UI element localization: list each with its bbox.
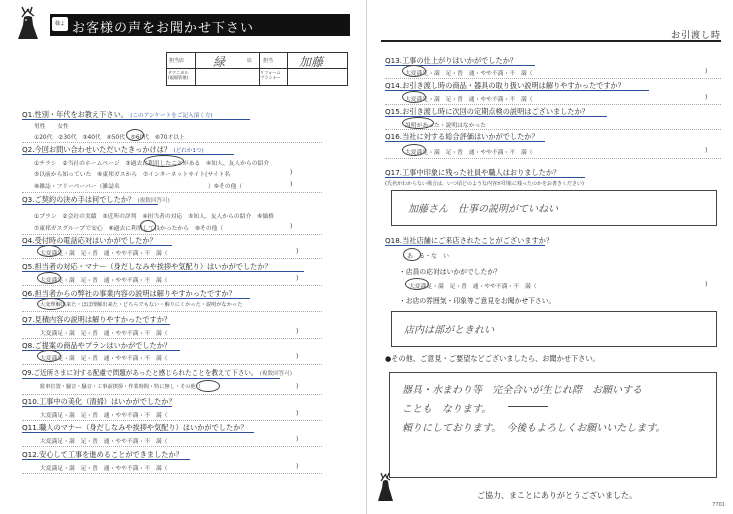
staff-label-technical: テクニカル (現場管理) (168, 70, 189, 80)
question-q6: Q6.担当者からの弊社の事業内容の説明は解りやすかったですか？ (22, 289, 236, 298)
q2-options-a[interactable]: ①チラシ ②当社のホームページ ③過去に利用したことがある ④知人、友人からの紹介 (34, 161, 270, 167)
q11-rating[interactable]: 大変満足・満 足・普 通・やや不満・不 満（ (40, 439, 168, 445)
deer-footer-icon (371, 470, 401, 504)
q8-rating-circle (37, 350, 61, 362)
question-q15: Q15.お引き渡し時に次回の定期点検の説明はございましたか？ (385, 107, 589, 116)
q1-age-circle (126, 129, 144, 141)
q18-staff-rating-circle (405, 278, 429, 290)
q13-rating-circle (402, 65, 426, 77)
header-badge: 様よ (52, 17, 68, 31)
question-q8: Q8.ご提案の商品やプランはいかがでしたか？ (22, 341, 172, 350)
question-q2-note: (どれか1つ) (173, 148, 204, 154)
question-q1-text: Q1.性別・年代をお教え下さい。 (22, 110, 128, 119)
question-q17: Q17.工事中印象に残った社員や職人はおりましたか？ (385, 168, 561, 177)
q12-close: ) (296, 463, 299, 470)
right-title: お引渡し時 (670, 31, 721, 41)
q5-rating[interactable]: 大変満足・満 足・普 通・やや不満・不 満（ (40, 278, 168, 284)
q13-rating[interactable]: 大変満足・満 足・普 通・やや不満・不 満（ (405, 71, 533, 77)
q4-rating-circle (37, 245, 61, 257)
q2-options-c2[interactable]: ）⑨その他（ (208, 184, 243, 190)
q2-circle (144, 155, 184, 167)
q8-close: ) (296, 353, 299, 360)
q15-options[interactable]: 説明があった・説明はなかった (405, 123, 487, 129)
question-q12: Q12.安心して工事を進めることができましたか？ (22, 450, 183, 459)
staff-value-store: 緑 (213, 55, 226, 69)
question-q3-text: Q3.ご契約の決め手は何でしたか？ (22, 195, 136, 204)
q14-close: ) (705, 94, 708, 101)
q16-rating[interactable]: 大変満足・満 足・普 通・やや不満・不 満（ (405, 150, 533, 156)
question-q10: Q10.工事中の美化（清掃）はいかがでしたか？ (22, 397, 176, 406)
q9-close: ) (296, 383, 299, 390)
q4-rating[interactable]: 大変満足・満 足・普 通・やや不満・不 満（ (40, 251, 168, 257)
q1-gender-options[interactable]: 男性 女性 (34, 124, 69, 130)
other-handwriting-line1: 器具・水まわり等 完全合いが生じれ際 お願いする (402, 385, 642, 396)
question-q9-text: Q9.ご近所さまに対する配慮で問題があったと感じられたことを教えて下さい。 (22, 369, 258, 377)
other-comments-question: ●その他、ご意見・ご要望などございましたら、お聞かせ下さい。 (385, 354, 600, 363)
question-q2-text: Q2.今回お問い合わせいただいたきっかけは？ (22, 145, 172, 154)
q8-rating[interactable]: 大変満足・満 足・普 通・やや不満・不 満（ (40, 356, 168, 362)
q9-options-circle (196, 380, 220, 392)
other-comments-box[interactable] (389, 372, 717, 478)
right-page (367, 0, 733, 514)
q18-staff-rating[interactable]: 大変満足・満 足・普 通・やや不満・不 満（ (409, 284, 537, 290)
question-q16: Q16.当社に対する総合評価はいかがでしたか？ (385, 132, 539, 141)
q3-options-a[interactable]: ①プラン ②会社の実績 ③近所の評判 ④担当者の対応 ⑤知人、友人からの紹介 ⑥価格 (34, 214, 274, 220)
q2-options-b[interactable]: ⑤以前から知っていた ⑥東邦ガスから ⑦インターネットサイト(サイト名 (34, 172, 231, 178)
question-q4: Q4.受付時の電話応対はいかがでしたか？ (22, 236, 157, 245)
q18-options[interactable]: あ る・な い (407, 253, 450, 260)
q3-circle (140, 220, 156, 232)
q2-b-close: ) (290, 169, 293, 176)
staff-store-suffix: 店 (247, 58, 253, 64)
q18-staff-question: ・店員の応対はいかがでしたか？ (399, 268, 501, 276)
q13-close: ) (705, 68, 708, 75)
question-q7: Q7.見積内容の説明は解りやすかったですか？ (22, 315, 172, 324)
staff-label-store: 担当店 (169, 58, 185, 64)
q4-close: ) (296, 248, 299, 255)
q16-rating-circle (402, 144, 426, 156)
q10-rating[interactable]: 大変満足・満 足・普 通・やや不満・不 満（ (40, 413, 168, 419)
q3-b-close: ) (290, 223, 293, 230)
question-q3-note: (複数回答可) (137, 198, 170, 204)
question-q5: Q5.担当者の対応・マナー（身だしなみや挨拶や気配り）はいかがでしたか？ (22, 262, 272, 271)
question-q9-note: (複数回答可) (259, 371, 293, 377)
q2-options-c[interactable]: ⑧雑誌・フリーペーパー（雑誌名 (34, 184, 120, 190)
q3-options-b[interactable]: ⑦東邦ガスグループで安心 ⑧過去に利用して良かったから ⑨その他（ (34, 226, 224, 232)
q17-answer-box[interactable] (391, 190, 717, 226)
staff-table (166, 52, 348, 86)
q15-options-circle (402, 117, 434, 129)
q14-rating-circle (402, 91, 426, 103)
q18-shop-answer-box[interactable] (391, 311, 717, 347)
q6-rating[interactable]: 大変理解出来た・ほぼ理解出来た・どちらでもない・解りにくかった・説明がなかった (40, 302, 243, 308)
question-q14: Q14.お引き渡し時の商品・器具の取り扱い説明は解りやすかったですか？ (385, 81, 625, 90)
question-q18: Q18.当社店舗にご来店されたことがございますか？ (385, 236, 554, 245)
q7-rating[interactable]: 大変満足・満 足・普 通・やや不満・不 満（ (40, 331, 168, 337)
thanks-text: ご協力、まことにありがとうございました。 (477, 491, 637, 500)
q7-close: ) (296, 328, 299, 335)
staff-value-person: 加藤 (299, 55, 324, 69)
q1-age-options[interactable]: ①20代 ②30代 ③40代 ④50代 ⑤60代 ⑥70才以上 (34, 135, 185, 141)
q18-shop-question: ・お店の雰囲気・印象等ご意見をお聞かせ下さい。 (399, 297, 556, 305)
question-q11: Q11.職人のマナー（身だしなみや挨拶や気配り）はいかがでしたか？ (22, 423, 248, 432)
staff-label-planner: リフォーム プランナー (260, 70, 281, 80)
q14-rating[interactable]: 大変満足・満 足・普 通・やや不満・不 満（ (405, 97, 533, 103)
q12-rating[interactable]: 大変満足・満 足・普 通・やや不満・不 満（ (40, 466, 168, 472)
q9-options[interactable]: 駐車位置・騒音・騒音・工事前挨拶・作業時間・特に無し・その他（ (40, 384, 201, 390)
staff-label-person: 担当 (263, 58, 274, 64)
q18-handwriting: 店内は部がときれい (404, 325, 494, 336)
other-handwriting-line3: 頼りにしております。 今後もよろしくお願いいたします。 (402, 423, 666, 434)
q2-c-close: ) (290, 181, 293, 188)
q11-close: ) (296, 436, 299, 443)
q5-rating-circle (37, 272, 61, 284)
q18-staff-close: ) (705, 281, 708, 288)
q16-close: ) (705, 147, 708, 154)
q5-close: ) (296, 275, 299, 282)
strikeout-line (508, 406, 548, 407)
q17-handwriting: 加藤さん 仕事の説明がていねい (408, 204, 558, 215)
other-handwriting-line2: ことも なります。 (402, 404, 492, 415)
q10-close: ) (296, 410, 299, 417)
form-code: 7701 (712, 502, 725, 508)
question-q1-note: (このアンケートをご記入頂く方) (130, 113, 213, 119)
page-title: お客様の声をお聞かせ下さい (72, 21, 255, 36)
q18-options-circle (403, 248, 421, 261)
q6-rating-circle (37, 298, 65, 310)
deer-logo-icon (8, 3, 50, 43)
question-q13: Q13.工事の仕上がりはいかがでしたか？ (385, 56, 518, 65)
question-q17-note: (氏名がわからない場合は、いつ頃どのような内容が印象に残ったのかをお書きください) (385, 181, 584, 187)
